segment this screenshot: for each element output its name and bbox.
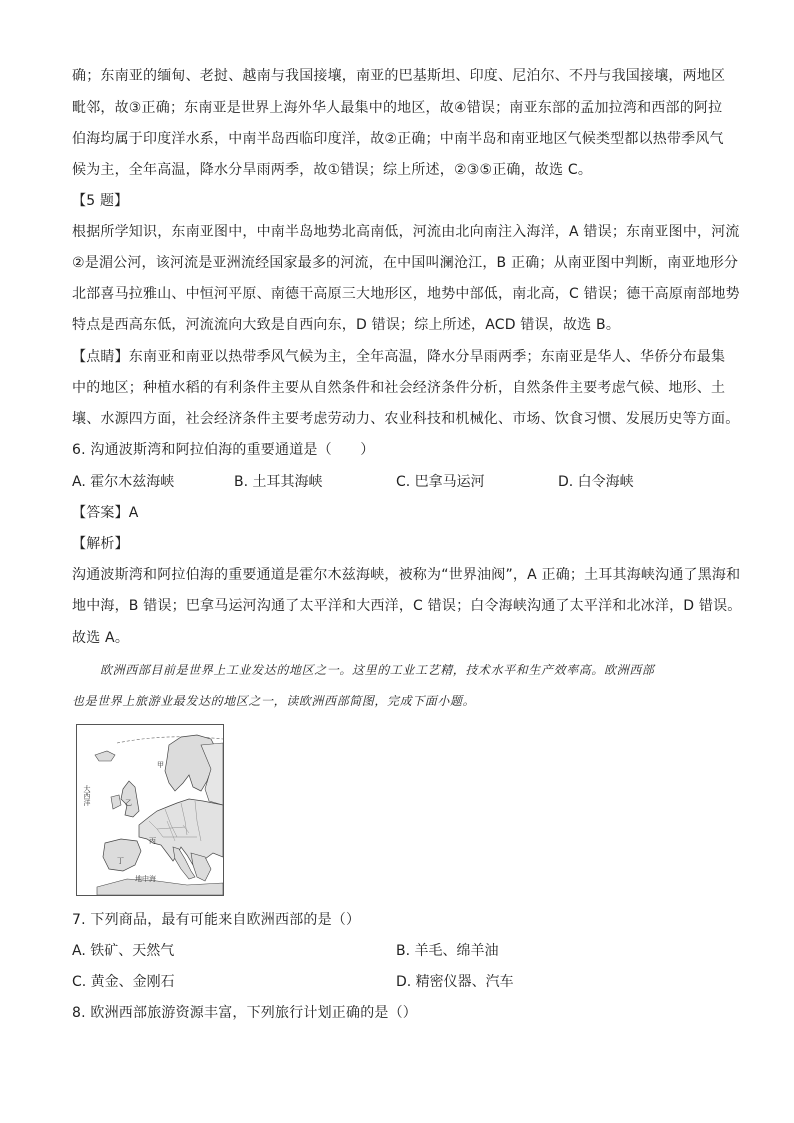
q6-option-c: C. 巴拿马运河 [396,474,485,490]
answer-label: 【答案】A [72,505,139,521]
text-line: 北部喜马拉雅山、中恒河平原、南德干高原三大地形区，地势中部低，南北高，C 错误；德干高原南部地势 [72,286,740,302]
map-label-sea: 地中海 [135,875,156,883]
text-line: 毗邻，故③正确；东南亚是世界上海外华人最集中的地区，故④错误；南亚东部的孟加拉湾和西部的阿拉 [72,100,723,116]
text-line: 特点是西高东低，河流流向大致是自西向东，D 错误；综上所述，ACD 错误，故选 B。 [72,317,621,333]
q7-option-a: A. 铁矿、天然气 [72,943,175,959]
tip-line: 【点睛】东南亚和南亚以热带季风气候为主，全年高温，降水分旱雨两季；东南亚是华人、华侨分布最集 [72,349,726,365]
question-stem: 6. 沟通波斯湾和阿拉伯海的重要通道是（ ） [72,442,375,458]
q7-option-b: B. 羊毛、绵羊油 [396,943,499,959]
text-line: 根据所学知识，东南亚图中，中南半岛地势北高南低，河流由北向南注入海洋，A 错误；东南亚图中，河流 [72,224,740,240]
q6-option-a: A. 霍尔木兹海峡 [72,474,175,490]
q6-option-b: B. 土耳其海峡 [234,474,323,490]
western-europe-map [76,724,224,896]
text-line: 确；东南亚的缅甸、老挝、越南与我国接壤，南亚的巴基斯坦、印度、尼泊尔、不丹与我国接壤，两地区 [72,68,726,84]
q8-stem: 8. 欧洲西部旅游资源丰富，下列旅行计划正确的是（） [72,1005,418,1021]
section-label: 【5 题】 [72,193,129,209]
tip-line: 中的地区；种植水稻的有利条件主要从自然条件和社会经济条件分析，自然条件主要考虑气候、地形、土 [72,380,726,396]
text-line: 伯海均属于印度洋水系，中南半岛西临印度洋，故②正确；中南半岛和南亚地区气候类型都以热带季风气 [72,131,724,147]
analysis-line: 故选 A。 [72,630,130,646]
map-label-yi: 乙 [125,799,132,807]
map-label-bing: 丙 [149,837,156,845]
analysis-label: 【解析】 [72,536,129,552]
map-drawing [77,725,223,895]
tip-line: 壤、水源四方面，社会经济条件主要考虑劳动力、农业科技和机械化、市场、饮食习惯、发展历史等方面。 [72,411,740,427]
text-line: ②是湄公河，该河流是亚洲流经国家最多的河流，在中国叫澜沧江，B 正确；从南亚图中判断，南亚地形分 [72,255,739,271]
map-label-ocean: 大西洋 [83,785,91,806]
q7-option-c: C. 黄金、金刚石 [72,974,175,990]
passage-line: 欧洲西部目前是世界上工业发达的地区之一。这里的工业工艺精，技术水平和生产效率高。欧洲西部 [100,663,655,677]
map-label-ding: 丁 [117,857,124,865]
q6-option-d: D. 白令海峡 [558,474,634,490]
map-label-jia: 甲 [157,761,164,769]
q7-stem: 7. 下列商品，最有可能来自欧洲西部的是（） [72,912,361,928]
analysis-line: 地中海，B 错误；巴拿马运河沟通了太平洋和大西洋，C 错误；白令海峡沟通了太平洋和北冰洋，D 错误。 [72,598,742,614]
passage-line: 也是世界上旅游业最发达的地区之一，读欧洲西部简图，完成下面小题。 [72,694,476,708]
q7-option-d: D. 精密仪器、汽车 [396,974,514,990]
analysis-line: 沟通波斯湾和阿拉伯海的重要通道是霍尔木兹海峡，被称为“世界油阀”，A 正确；土耳其海峡沟通了黑海和 [72,567,741,583]
text-line: 候为主，全年高温，降水分旱雨两季，故①错误；综上所述，②③⑤正确，故选 C。 [72,162,593,178]
